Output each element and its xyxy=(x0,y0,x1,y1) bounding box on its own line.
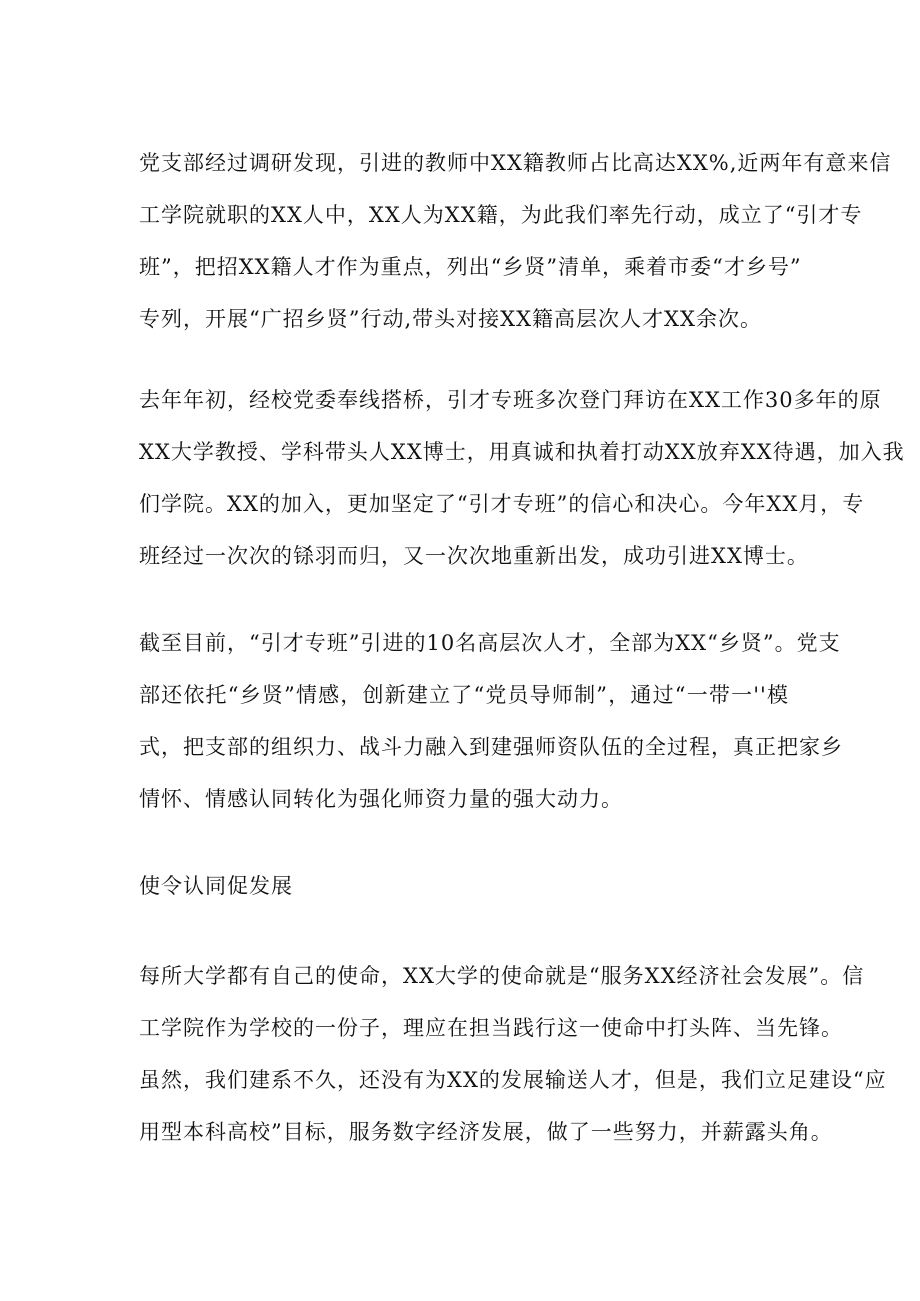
paragraph-line: 截至目前，“引才专班”引进的10名高层次人才，全部为XX“乡贤”。党支 xyxy=(139,631,841,655)
paragraph-line: 党支部经过调研发现，引进的教师中XX籍教师占比高达XX%,近两年有意来信 xyxy=(139,151,892,175)
paragraph-line: 们学院。XX的加入，更加坚定了“引才专班”的信心和决心。今年XX月，专 xyxy=(139,492,865,516)
paragraph-line: XX大学教授、学科带头人XX博士，用真诚和执着打动XX放弃XX待遇，加入我 xyxy=(139,440,905,464)
paragraph-mentor-system xyxy=(139,617,843,825)
paragraph-line: 情怀、情感认同转化为强化师资力量的强大动力。 xyxy=(139,787,623,811)
paragraph-line: 工学院作为学校的一份子，理应在担当践行这一使命中打头阵、当先锋。 xyxy=(139,1016,843,1040)
paragraph-line: 工学院就职的XX人中，XX人为XX籍，为此我们率先行动，成立了“引才专 xyxy=(139,203,863,227)
paragraph-line: 式，把支部的组织力、战斗力融入到建强师资队伍的全过程，真正把家乡 xyxy=(139,735,843,759)
paragraph-line: 班经过一次次的铩羽而归，又一次次地重新出发，成功引进XX博士。 xyxy=(139,544,809,568)
paragraph-line: 虽然，我们建系不久，还没有为XX的发展输送人才，但是，我们立足建设“应 xyxy=(139,1068,887,1092)
paragraph-talent-recruitment xyxy=(139,137,892,345)
paragraph-line: 去年年初，经校党委奉线搭桥，引才专班多次登门拜访在XX工作30多年的原 xyxy=(139,388,882,412)
paragraph-university-mission xyxy=(139,950,887,1158)
paragraph-line: 每所大学都有自己的使命，XX大学的使命就是“服务XX经济社会发展”。信 xyxy=(139,964,865,988)
paragraph-line: 班”，把招XX籍人才作为重点，列出“乡贤”清单，乘着市委“才乡号” xyxy=(139,255,802,279)
section-heading: 使令认同促发展 xyxy=(139,874,293,898)
paragraph-line: 专列，开展“广招乡贤”行动,带头对接XX籍高层次人才XX余次。 xyxy=(139,307,762,331)
paragraph-line: 部还依托“乡贤”情感，创新建立了“党员导师制”，通过“一带一''模 xyxy=(139,683,789,707)
paragraph-doctor-visit xyxy=(139,374,905,582)
paragraph-line: 用型本科高校”目标，服务数字经济发展，做了一些努力，并薪露头角。 xyxy=(139,1120,833,1144)
